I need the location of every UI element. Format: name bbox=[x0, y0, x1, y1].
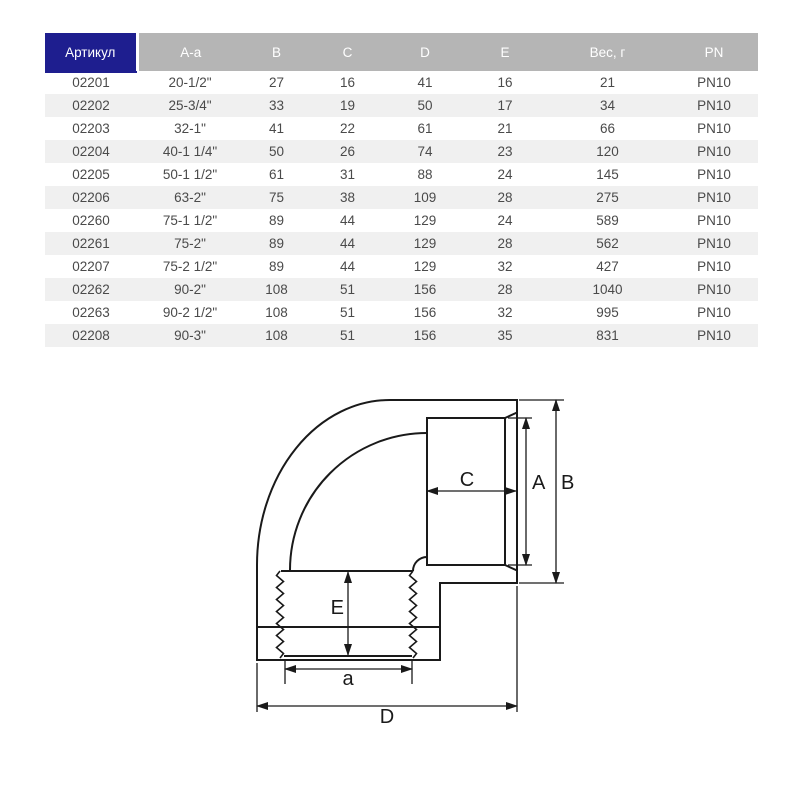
table-cell: 02208 bbox=[72, 328, 110, 343]
table-row bbox=[45, 255, 758, 278]
table-row bbox=[45, 71, 758, 94]
table-cell: 24 bbox=[497, 167, 513, 182]
table-row bbox=[45, 140, 758, 163]
table-cell: 02205 bbox=[72, 167, 110, 182]
table-cell: 28 bbox=[497, 190, 513, 205]
table-cell: 995 bbox=[596, 305, 619, 320]
table-cell: 41 bbox=[417, 75, 433, 90]
table-cell: 90-2" bbox=[174, 282, 206, 297]
table-cell: 16 bbox=[339, 75, 356, 90]
table-cell: 20-1/2" bbox=[168, 75, 212, 90]
table-cell: 35 bbox=[497, 328, 513, 343]
table-cell: 32 bbox=[497, 259, 513, 274]
table-cell: 66 bbox=[599, 121, 616, 136]
table-cell: 50-1 1/2" bbox=[162, 167, 218, 182]
table-cell: 427 bbox=[596, 259, 619, 274]
table-cell: 32 bbox=[497, 305, 513, 320]
table-cell: PN10 bbox=[697, 259, 731, 274]
table-cell: 61 bbox=[268, 167, 285, 182]
table-cell: 89 bbox=[268, 259, 285, 274]
header-row bbox=[45, 33, 758, 71]
table-cell: 109 bbox=[413, 190, 437, 205]
table-cell: 16 bbox=[497, 75, 513, 90]
spec-table-wrap bbox=[45, 33, 758, 347]
table-cell: 90-2 1/2" bbox=[162, 305, 218, 320]
table-cell: 50 bbox=[417, 98, 433, 113]
table-cell: 51 bbox=[339, 305, 356, 320]
fitting-outline bbox=[257, 400, 517, 660]
table-cell: PN10 bbox=[697, 75, 731, 90]
table-cell: 61 bbox=[417, 121, 433, 136]
table-cell: 34 bbox=[599, 98, 616, 113]
table-cell: 145 bbox=[596, 167, 619, 182]
table-cell: 33 bbox=[268, 98, 285, 113]
table-cell: 32-1" bbox=[174, 121, 206, 136]
column-header-pn: PN bbox=[670, 33, 758, 71]
table-cell: 41 bbox=[268, 121, 285, 136]
table-cell: 275 bbox=[596, 190, 619, 205]
table-cell: PN10 bbox=[697, 167, 731, 182]
table-cell: 02206 bbox=[72, 190, 110, 205]
table-cell: 21 bbox=[599, 75, 616, 90]
table-cell: 75-1 1/2" bbox=[162, 213, 218, 228]
table-cell: 89 bbox=[268, 236, 285, 251]
table-cell: 90-3" bbox=[174, 328, 206, 343]
dim-label-c: C bbox=[459, 469, 475, 491]
table-cell: 129 bbox=[413, 259, 437, 274]
table-cell: 120 bbox=[596, 144, 619, 159]
spec-table bbox=[45, 33, 758, 347]
table-row bbox=[45, 301, 758, 324]
table-cell: 31 bbox=[339, 167, 356, 182]
table-cell: 02263 bbox=[72, 305, 110, 320]
table-cell: 156 bbox=[413, 328, 437, 343]
table-cell: 75 bbox=[268, 190, 285, 205]
table-cell: 89 bbox=[268, 213, 285, 228]
table-row bbox=[45, 117, 758, 140]
thread-zigzag-left bbox=[277, 571, 284, 658]
table-cell: 51 bbox=[339, 282, 356, 297]
table-cell: 40-1 1/4" bbox=[162, 144, 218, 159]
table-cell: 28 bbox=[497, 282, 513, 297]
spec-table-header bbox=[45, 33, 758, 71]
table-cell: PN10 bbox=[697, 236, 731, 251]
elbow-fitting-diagram bbox=[230, 380, 600, 760]
table-cell: 26 bbox=[339, 144, 356, 159]
table-cell: PN10 bbox=[697, 190, 731, 205]
table-row bbox=[45, 94, 758, 117]
table-cell: 02201 bbox=[72, 75, 110, 90]
table-cell: 129 bbox=[413, 213, 437, 228]
table-cell: 02203 bbox=[72, 121, 110, 136]
table-cell: PN10 bbox=[697, 121, 731, 136]
table-cell: PN10 bbox=[697, 282, 731, 297]
table-cell: 562 bbox=[596, 236, 619, 251]
table-cell: 50 bbox=[268, 144, 285, 159]
column-header-d: D bbox=[385, 33, 465, 71]
table-cell: PN10 bbox=[697, 213, 731, 228]
table-row bbox=[45, 209, 758, 232]
table-cell: 38 bbox=[339, 190, 356, 205]
table-cell: PN10 bbox=[697, 144, 731, 159]
table-cell: 24 bbox=[497, 213, 513, 228]
table-cell: 88 bbox=[417, 167, 433, 182]
table-cell: 02202 bbox=[72, 98, 110, 113]
table-cell: 22 bbox=[339, 121, 356, 136]
thread-zigzag-right bbox=[410, 571, 417, 658]
table-cell: 02261 bbox=[72, 236, 110, 251]
table-row bbox=[45, 278, 758, 301]
table-cell: 156 bbox=[413, 305, 437, 320]
table-cell: 108 bbox=[265, 282, 288, 297]
table-cell: 02204 bbox=[72, 144, 110, 159]
table-cell: 44 bbox=[339, 236, 356, 251]
table-cell: PN10 bbox=[697, 98, 731, 113]
table-cell: 156 bbox=[413, 282, 437, 297]
table-cell: 63-2" bbox=[174, 190, 206, 205]
spec-table-body bbox=[45, 71, 758, 347]
table-cell: 75-2" bbox=[174, 236, 206, 251]
table-cell: 28 bbox=[497, 236, 513, 251]
dim-label-e: E bbox=[330, 597, 344, 619]
table-cell: 74 bbox=[417, 144, 433, 159]
table-cell: PN10 bbox=[697, 305, 731, 320]
table-cell: 108 bbox=[265, 305, 288, 320]
table-cell: 44 bbox=[339, 213, 356, 228]
column-header-b: B bbox=[243, 33, 310, 71]
table-cell: 19 bbox=[339, 98, 356, 113]
table-cell: 17 bbox=[497, 98, 513, 113]
table-cell: 02260 bbox=[72, 213, 110, 228]
table-cell: 108 bbox=[265, 328, 288, 343]
table-cell: 23 bbox=[497, 144, 513, 159]
column-header-a-a: A-a bbox=[137, 33, 243, 71]
table-cell: 589 bbox=[596, 213, 619, 228]
column-header-article: Артикул bbox=[45, 33, 137, 71]
dim-label-b: B bbox=[561, 472, 575, 494]
table-cell: 1040 bbox=[592, 282, 623, 297]
column-header-c: C bbox=[310, 33, 385, 71]
table-cell: 02262 bbox=[72, 282, 110, 297]
table-cell: 25-3/4" bbox=[168, 98, 212, 113]
table-row bbox=[45, 324, 758, 347]
table-cell: 51 bbox=[339, 328, 356, 343]
column-header-e: E bbox=[465, 33, 545, 71]
dim-label-a-lower: a bbox=[342, 668, 354, 690]
table-cell: 44 bbox=[339, 259, 356, 274]
dim-label-a-upper: A bbox=[532, 472, 546, 494]
table-cell: 129 bbox=[413, 236, 437, 251]
dim-label-d: D bbox=[379, 706, 395, 728]
table-row bbox=[45, 163, 758, 186]
column-header-weight: Вес, г bbox=[545, 33, 670, 71]
table-cell: 02207 bbox=[72, 259, 110, 274]
table-cell: 21 bbox=[497, 121, 513, 136]
table-cell: PN10 bbox=[697, 328, 731, 343]
table-cell: 75-2 1/2" bbox=[162, 259, 218, 274]
table-row bbox=[45, 232, 758, 255]
table-cell: 831 bbox=[596, 328, 619, 343]
table-row bbox=[45, 186, 758, 209]
table-cell: 27 bbox=[268, 75, 285, 90]
